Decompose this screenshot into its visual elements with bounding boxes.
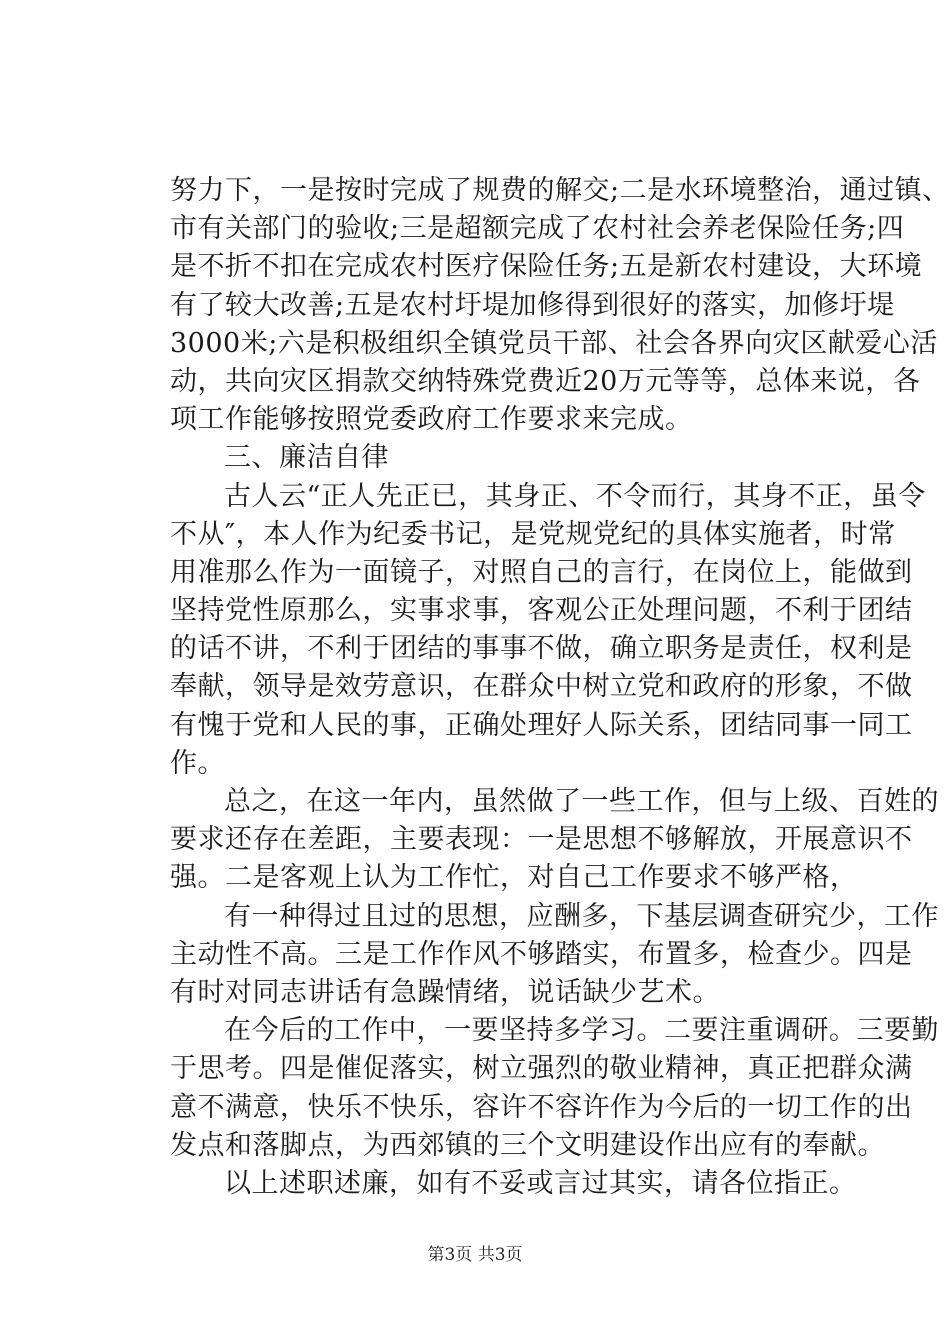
text-line: 意不满意，快乐不快乐，容许不容许作为今后的一切工作的出 <box>170 1091 913 1123</box>
text-line: 努力下，一是按时完成了规费的解交;二是水环境整治，通过镇、 <box>170 175 950 206</box>
text-line: 在今后的工作中，一要坚持多学习。二要注重调研。三要勤 <box>224 1015 939 1047</box>
text-line: 主动性不高。三是工作作风不够踏实，布置多，检查少。四是 <box>170 938 913 970</box>
text-line: 发点和落脚点，为西郊镇的三个文明建设作出应有的奉献。 <box>170 1129 885 1161</box>
text-line: 古人云“正人先正已，其身正、不令而行，其身不正，虽令 <box>224 480 926 512</box>
text-line: 市有关部门的验收;三是超额完成了农村社会养老保险任务;四 <box>170 213 905 245</box>
text-line: 不从″，本人作为纪委书记，是党规党纪的具体实施者，时常 <box>170 518 896 550</box>
text-line: 于思考。四是催促落实，树立强烈的敬业精神，真正把群众满 <box>170 1053 913 1085</box>
text-line: 有了较大改善;五是农村圩堤加修得到很好的落实，加修圩堤 <box>170 289 895 321</box>
text-line: 三、廉洁自律 <box>224 442 389 474</box>
text-line: 作。 <box>170 747 225 779</box>
document-body <box>170 172 950 1203</box>
text-line: 动，共向灾区捐款交纳特殊党费近20万元等等，总体来说，各 <box>170 365 921 397</box>
text-line: 有时对同志讲话有急躁情绪，说话缺少艺术。 <box>170 976 720 1008</box>
text-line: 用准那么作为一面镜子，对照自己的言行，在岗位上，能做到 <box>170 556 913 588</box>
text-line: 强。二是客观上认为工作忙，对自己工作要求不够严格， <box>170 862 858 894</box>
text-line: 以上述职述廉，如有不妥或言过其实，请各位指正。 <box>224 1167 857 1199</box>
text-line: 有一种得过且过的思想，应酬多，下基层调查研究少，工作 <box>224 900 939 932</box>
text-line: 是不折不扣在完成农村医疗保险任务;五是新农村建设，大环境 <box>170 251 923 283</box>
text-line: 坚持党性原那么，实事求事，客观公正处理问题，不利于团结 <box>170 595 913 627</box>
text-line: 的话不讲，不利于团结的事事不做，确立职务是责任，权利是 <box>170 633 913 665</box>
page-footer: 第3页 共3页 <box>427 1245 523 1265</box>
text-line: 奉献，领导是效劳意识，在群众中树立党和政府的形象，不做 <box>170 671 913 703</box>
text-line: 项工作能够按照党委政府工作要求来完成。 <box>170 404 693 436</box>
text-line: 要求还存在差距，主要表现：一是思想不够解放，开展意识不 <box>170 824 913 856</box>
text-line: 有愧于党和人民的事，正确处理好人际关系，团结同事一同工 <box>170 709 913 741</box>
text-line: 3000米;六是积极组织全镇党员干部、社会各界向灾区献爱心活 <box>170 327 938 359</box>
text-line: 总之，在这一年内，虽然做了一些工作，但与上级、百姓的 <box>224 786 939 817</box>
